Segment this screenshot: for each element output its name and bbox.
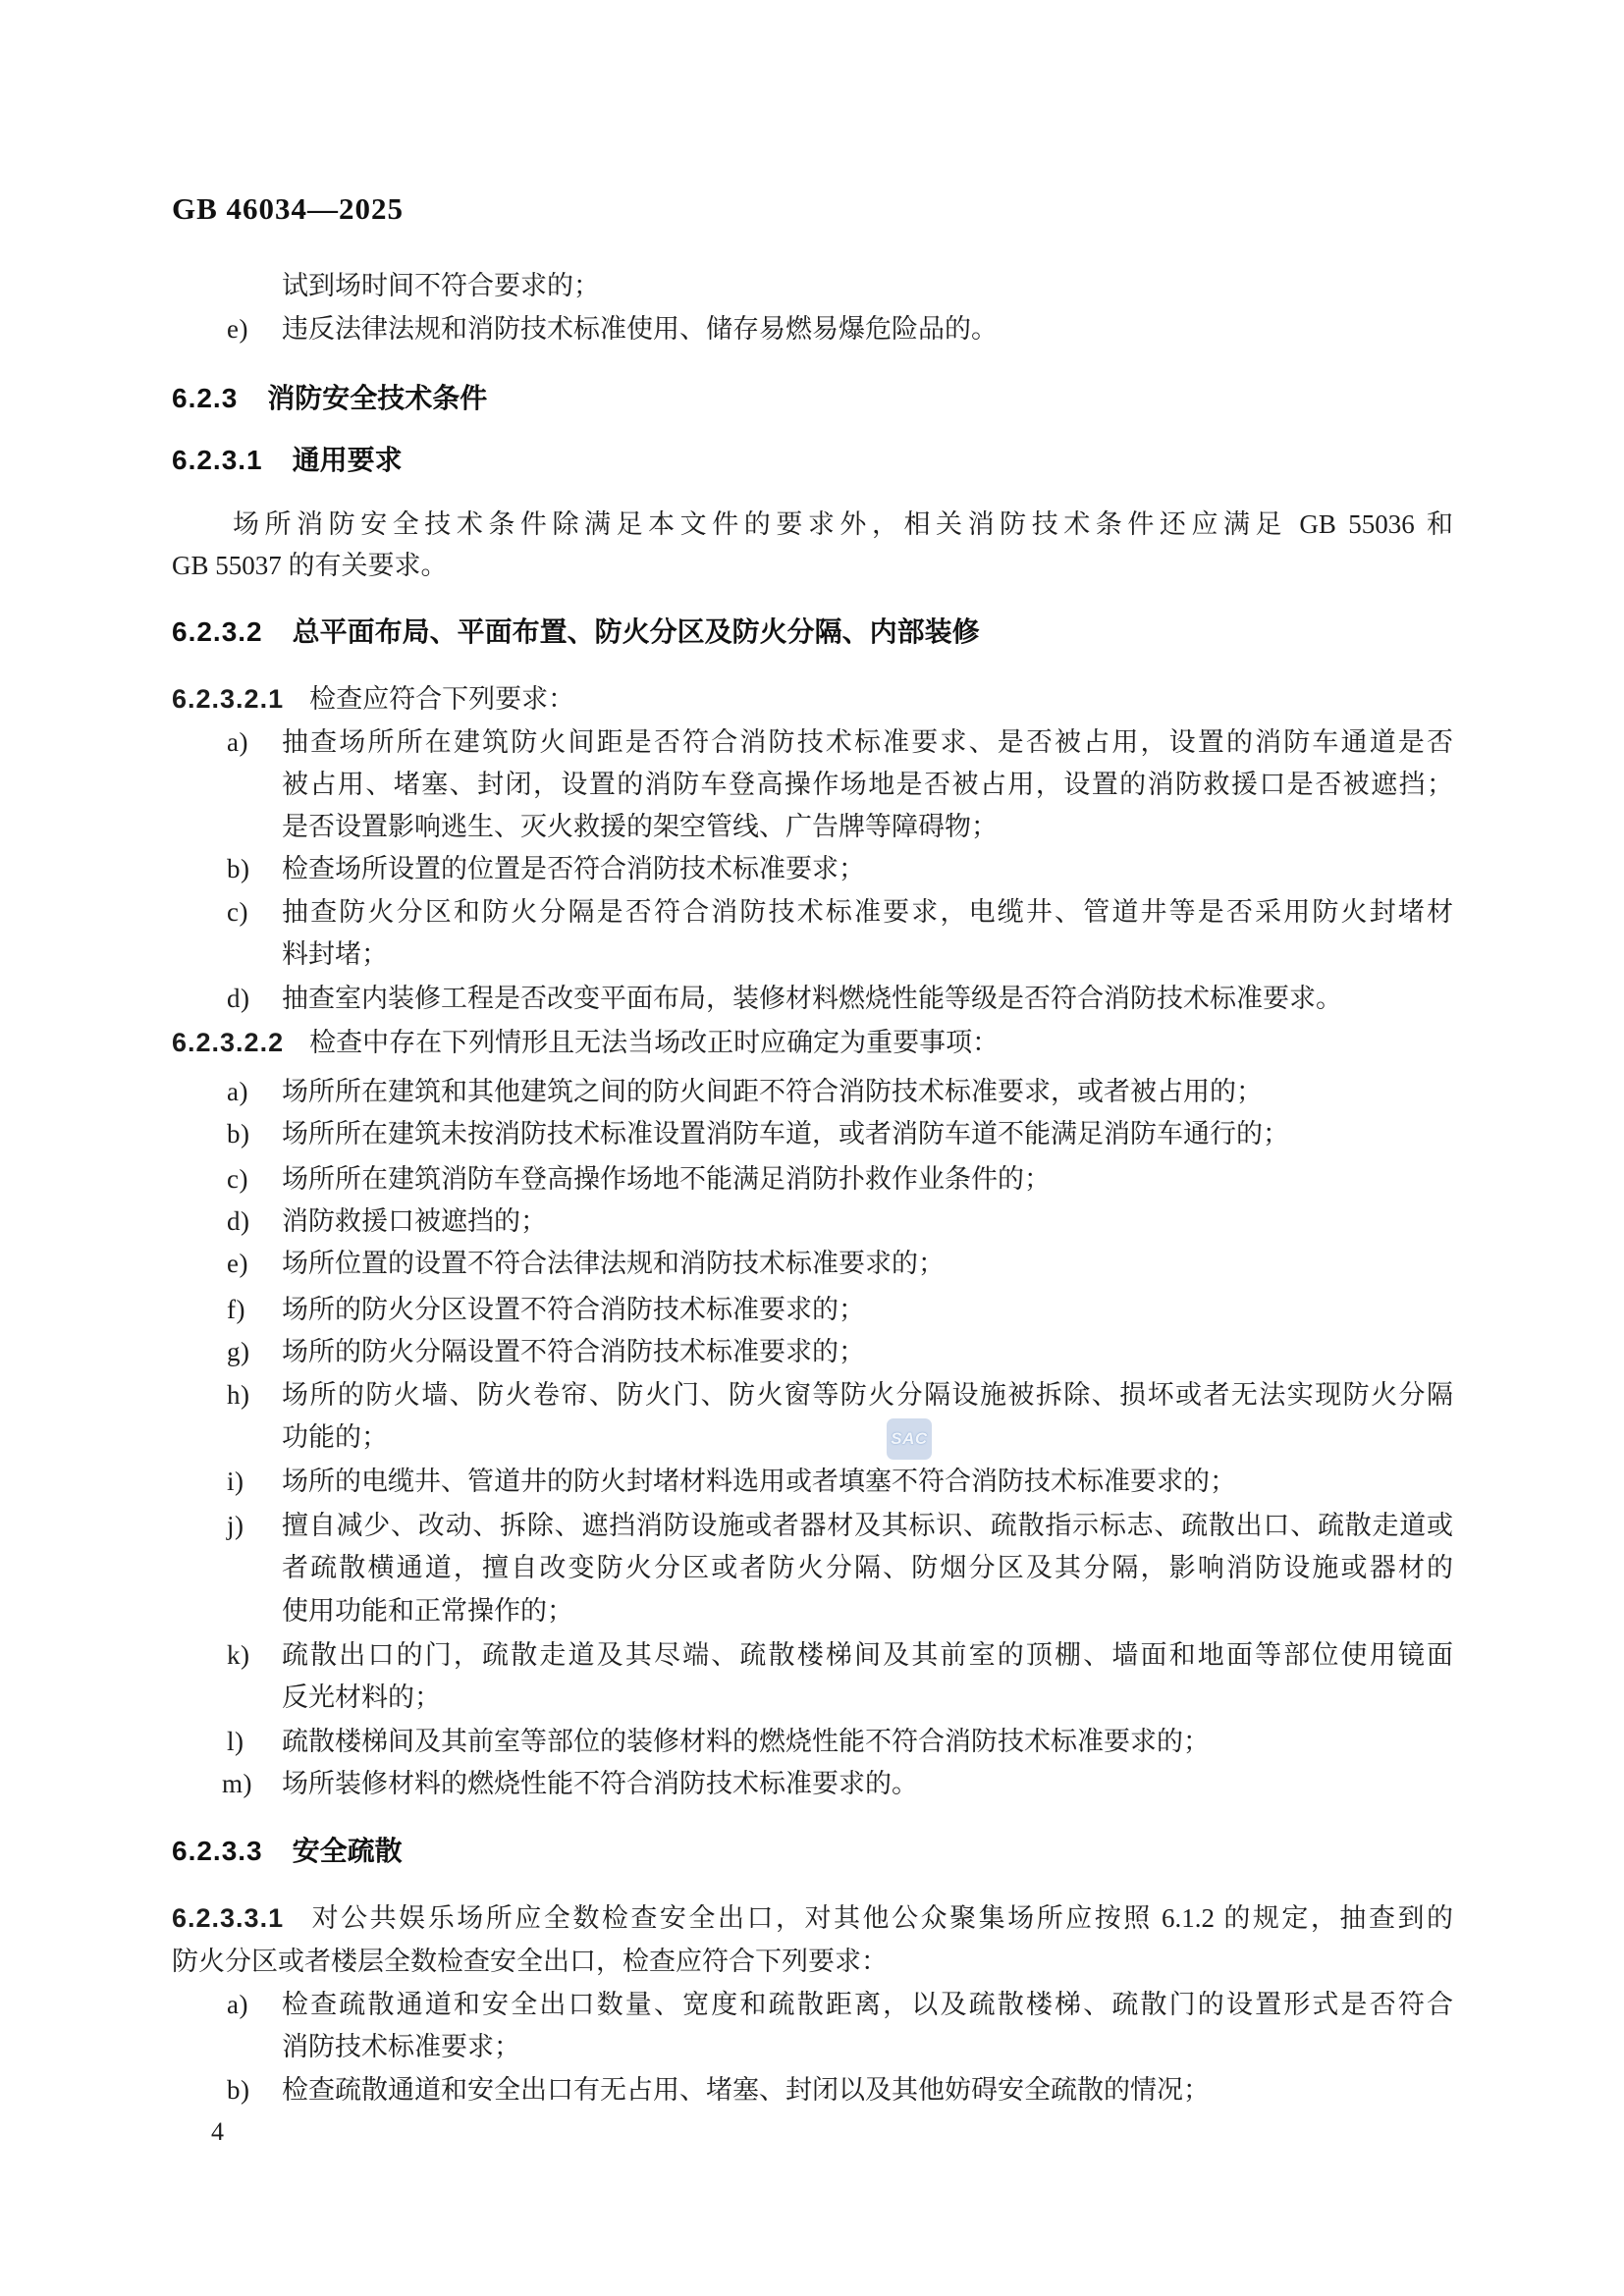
list-item-label: g) bbox=[227, 1337, 250, 1366]
section-heading-6233 bbox=[172, 1830, 403, 1873]
list-item-line: 抽查防火分区和防火分隔是否符合消防技术标准要求，电缆井、管道井等是否采用防火封堵材 bbox=[282, 897, 1453, 927]
list-item-label: b) bbox=[227, 854, 250, 883]
list-item-text: 违反法律法规和消防技术标准使用、储存易燃易爆危险品的。 bbox=[282, 314, 998, 344]
list-item-line: 功能的； bbox=[282, 1422, 388, 1452]
paragraph-line: 场所消防安全技术条件除满足本文件的要求外，相关消防技术条件还应满足 GB 55036 和 bbox=[233, 509, 1453, 539]
clause-intro-text: 检查应符合下列要求： bbox=[309, 684, 575, 714]
list-item-label: f) bbox=[227, 1295, 245, 1324]
section-heading-623 bbox=[172, 377, 487, 420]
list-item-line: 场所的防火分区设置不符合消防技术标准要求的； bbox=[282, 1295, 865, 1324]
clause-number: 6.2.3.2.1 bbox=[172, 684, 285, 714]
list-item-line: 抽查场所所在建筑防火间距是否符合消防技术标准要求、是否被占用，设置的消防车通道是否 bbox=[282, 727, 1453, 757]
clause-paragraph-line: 对公共娱乐场所应全数检查安全出口，对其他公众聚集场所应按照 6.1.2 的规定，抽查到的 bbox=[309, 1903, 1453, 1933]
list-item-label: l) bbox=[227, 1727, 244, 1756]
list-item-line: 场所的电缆井、管道井的防火封堵材料选用或者填塞不符合消防技术标准要求的； bbox=[282, 1467, 1236, 1496]
list-item-label: j) bbox=[227, 1511, 244, 1540]
list-item-line: 反光材料的； bbox=[282, 1682, 441, 1712]
list-item-label: h) bbox=[227, 1380, 250, 1410]
sac-watermark-text: SAC bbox=[891, 1429, 928, 1448]
list-item-line: 疏散出口的门，疏散走道及其尽端、疏散楼梯间及其前室的顶棚、墙面和地面等部位使用镜面 bbox=[282, 1640, 1453, 1670]
carryover-line: 试到场时间不符合要求的； bbox=[282, 271, 600, 300]
list-item-line: 消防技术标准要求； bbox=[282, 2032, 520, 2061]
section-title: 总平面布局、平面布置、防火分区及防火分隔、内部装修 bbox=[292, 616, 980, 647]
list-item-label: a) bbox=[227, 727, 248, 757]
list-item-line: 者疏散横通道，擅自改变防火分区或者防火分隔、防烟分区及其分隔，影响消防设施或器材的 bbox=[282, 1553, 1453, 1582]
list-item-line: 是否设置影响逃生、灭火救援的架空管线、广告牌等障碍物； bbox=[282, 812, 998, 841]
list-item-line: 被占用、堵塞、封闭，设置的消防车登高操作场地是否被占用，设置的消防救援口是否被遮挡； bbox=[282, 770, 1453, 799]
clause-62321-intro bbox=[172, 677, 574, 721]
page-header-standard-code: GB 46034—2025 bbox=[172, 191, 405, 226]
paragraph-line: GB 55037 的有关要求。 bbox=[172, 551, 448, 580]
list-item-label: d) bbox=[227, 1206, 250, 1236]
clause-62322-intro bbox=[172, 1021, 999, 1064]
section-number: 6.2.3 bbox=[172, 383, 239, 413]
list-item-line: 擅自减少、改动、拆除、遮挡消防设施或者器材及其标识、疏散指示标志、疏散出口、疏散走道或 bbox=[282, 1511, 1453, 1540]
section-number: 6.2.3.3 bbox=[172, 1836, 263, 1866]
list-item-line: 消防救援口被遮挡的； bbox=[282, 1206, 547, 1236]
section-title: 安全疏散 bbox=[292, 1836, 403, 1866]
list-item-line: 检查疏散通道和安全出口数量、宽度和疏散距离，以及疏散楼梯、疏散门的设置形式是否符合 bbox=[282, 1990, 1453, 2019]
list-item-line: 疏散楼梯间及其前室等部位的装修材料的燃烧性能不符合消防技术标准要求的； bbox=[282, 1727, 1210, 1756]
clause-number: 6.2.3.2.2 bbox=[172, 1028, 285, 1057]
list-item-label: e) bbox=[227, 314, 248, 344]
list-item-label: a) bbox=[227, 1990, 248, 2019]
list-item-line: 抽查室内装修工程是否改变平面布局，装修材料燃烧性能等级是否符合消防技术标准要求。 bbox=[282, 984, 1342, 1013]
list-item-line: 检查疏散通道和安全出口有无占用、堵塞、封闭以及其他妨碍安全疏散的情况； bbox=[282, 2075, 1210, 2105]
list-item-label: c) bbox=[227, 1164, 248, 1194]
sac-watermark bbox=[887, 1418, 932, 1460]
list-item-label: c) bbox=[227, 897, 248, 927]
clause-intro-text: 检查中存在下列情形且无法当场改正时应确定为重要事项： bbox=[309, 1028, 1000, 1057]
list-item-label: m) bbox=[222, 1769, 252, 1798]
list-item-line: 场所位置的设置不符合法律法规和消防技术标准要求的； bbox=[282, 1249, 945, 1278]
list-item-label: a) bbox=[227, 1077, 248, 1106]
section-title: 消防安全技术条件 bbox=[267, 383, 488, 413]
list-item-line: 场所所在建筑未按消防技术标准设置消防车道，或者消防车道不能满足消防车通行的； bbox=[282, 1119, 1289, 1148]
list-item-line: 使用功能和正常操作的； bbox=[282, 1596, 573, 1626]
list-item-label: d) bbox=[227, 984, 250, 1013]
section-title: 通用要求 bbox=[292, 445, 403, 475]
list-item-line: 场所的防火墙、防火卷帘、防火门、防火窗等防火分隔设施被拆除、损坏或者无法实现防火分隔 bbox=[282, 1380, 1453, 1410]
list-item-label: k) bbox=[227, 1640, 250, 1670]
list-item-line: 检查场所设置的位置是否符合消防技术标准要求； bbox=[282, 854, 865, 883]
list-item-line: 场所所在建筑消防车登高操作场地不能满足消防扑救作业条件的； bbox=[282, 1164, 1051, 1194]
list-item-label: b) bbox=[227, 1119, 250, 1148]
section-heading-6232 bbox=[172, 611, 980, 654]
list-item-line: 场所的防火分隔设置不符合消防技术标准要求的； bbox=[282, 1337, 865, 1366]
section-number: 6.2.3.2 bbox=[172, 616, 263, 647]
list-item-line: 场所所在建筑和其他建筑之间的防火间距不符合消防技术标准要求，或者被占用的； bbox=[282, 1077, 1263, 1106]
list-item-label: e) bbox=[227, 1249, 248, 1278]
section-number: 6.2.3.1 bbox=[172, 445, 263, 475]
section-heading-6231 bbox=[172, 439, 403, 482]
list-item-label: i) bbox=[227, 1467, 244, 1496]
page-number: 4 bbox=[211, 2117, 224, 2146]
clause-62331-intro bbox=[172, 1896, 1453, 1940]
clause-paragraph-line: 防火分区或者楼层全数检查安全出口，检查应符合下列要求： bbox=[172, 1947, 888, 1976]
clause-number: 6.2.3.3.1 bbox=[172, 1903, 285, 1933]
list-item-line: 场所装修材料的燃烧性能不符合消防技术标准要求的。 bbox=[282, 1769, 918, 1798]
list-item-label: b) bbox=[227, 2075, 250, 2105]
list-item-line: 料封堵； bbox=[282, 939, 388, 969]
